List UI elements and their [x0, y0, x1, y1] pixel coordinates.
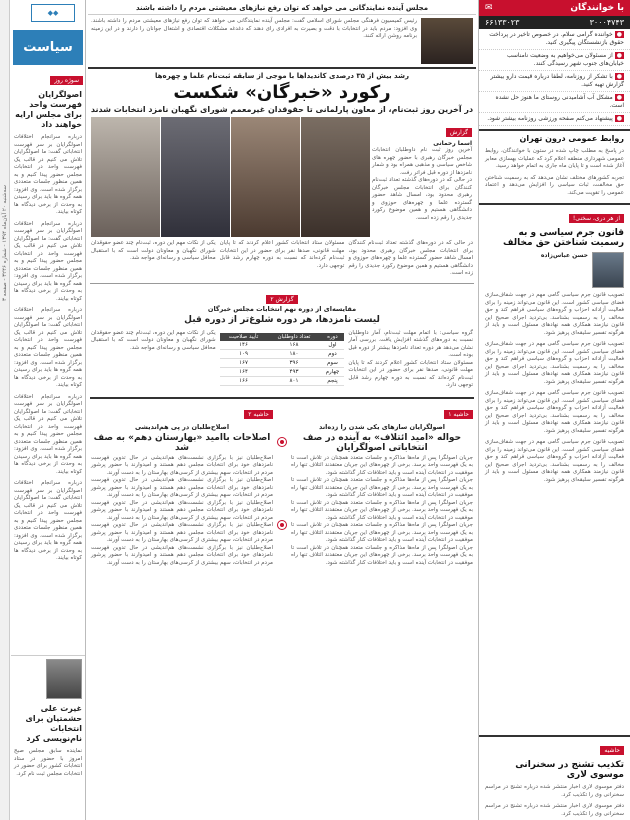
main-area: [88, 0, 476, 820]
table-cell: ۳۹۶: [267, 358, 320, 367]
bottom-supertitle-2: اصلاح‌طلبان در پی هم‌اندیشی: [134, 422, 230, 431]
mid-tag: گزارش ۲: [266, 295, 297, 304]
article-col: یکی از نکات مهم این دوره، ثبت‌نام چند عضو حقوقدان شورای نگهبان و معاونان دولت است که با استقبال محافل سیاسی و رسانه‌ای مواجه شد.: [90, 240, 216, 261]
candidates-table: [220, 333, 345, 386]
mail-icon: ✉: [485, 3, 493, 13]
bottom-story-1: [291, 401, 473, 568]
bottom-body-2d: اصلاح‌طلبان نیز با برگزاری نشست‌های هم‌اندیشی در حال تدوین فهرست نامزدهای خود برای انتخابات مجلس دهم هستند و امیدوارند با حضور پرشور مردم در انتخابات، سهم بیشتری از کرسی‌های بهارستان را به دست آورند.: [91, 522, 273, 543]
table-row: [220, 341, 345, 350]
footer-tag: حاشیه: [600, 746, 624, 755]
mid-body-2: مسئولان ستاد انتخابات کشور اعلام کردند که تا پایان مهلت قانونی، صدها نفر برای حضور در این انتخابات ثبت‌نام کرده‌اند که نسبت به دوره چهارم رشد قابل توجهی دارد.: [348, 359, 473, 388]
pr-section-body-2: تجربه کشورهای مختلف نشان می‌دهد که به رسمیت شناختن حق مخالفت، ثبات سیاسی را افزایش می‌دهد و اعتماد عمومی را تقویت می‌کند.: [485, 174, 624, 196]
sms-item: [479, 50, 630, 71]
sms-text: مشکل آب آشامیدنی روستای ما هنوز حل نشده است.: [495, 94, 624, 109]
column-tag: از هر دری، سخنی!: [569, 214, 624, 223]
story-headline: اصولگرایان فهرست واحد برای مجلس ارایه خواهند داد: [15, 90, 82, 129]
divider: [479, 203, 630, 205]
sms-item: [479, 92, 630, 113]
table-row: [220, 376, 345, 385]
bottom-story-2: [91, 401, 273, 568]
table-cell: چهارم: [321, 367, 345, 376]
story-body-3: درباره سرانجام اختلافات اصولگرایان بر سر فهرست انتخاباتی گفت: ما اصولگرایان تلاش می کنیم در قالب یک فهرست واحد در انتخابات مجلس حضور پیدا کنیم و به همین منظور جلسات متعددی برگزار شده است. وی افزود: همه گروه ها باید برای رسیدن به وحدت از برخی دیدگاه ها کوتاه بیایند.: [14, 307, 82, 388]
readers-title: با خوانندگان: [570, 3, 624, 13]
bottom-tag-1: حاشیه ۱: [444, 410, 473, 419]
author-name: حسن عباس‌زاده: [540, 252, 588, 259]
sms-text: از مسئولان می‌خواهیم به وضعیت نامناسب خیابان‌های جنوب شهر رسیدگی کنند.: [506, 52, 624, 67]
table-header-cell: تعداد داوطلبان: [267, 333, 320, 341]
table-cell: ۱۴۶: [220, 341, 268, 350]
sms-item: [479, 71, 630, 92]
candidate-photo: [300, 117, 370, 237]
table-row: [220, 358, 345, 367]
pr-section-title: روابط عمومی درون تهران: [479, 129, 630, 146]
footer-title: تکذیب تشنج در سخنرانی موسوی لاری: [515, 760, 624, 780]
bottom-body-2b: اصلاح‌طلبان نیز با برگزاری نشست‌های هم‌اندیشی در حال تدوین فهرست نامزدهای خود برای انتخابات مجلس دهم هستند و امیدوارند با حضور پرشور مردم در انتخابات، سهم بیشتری از کرسی‌های بهارستان را به دست آورند.: [91, 477, 273, 498]
table-cell: ۱۶۸: [267, 341, 320, 350]
sms-text: با تشکر از روزنامه، لطفا درباره قیمت دارو بیشتر گزارش تهیه کنید.: [490, 73, 624, 88]
table-cell: اول: [321, 341, 345, 350]
candidate-photo: [160, 117, 230, 237]
bottom-headline-1: حواله «امید ائتلاف» به آینده در صف انتخاباتی اصولگرایان: [302, 432, 462, 453]
table-cell: دوم: [321, 349, 345, 358]
author-box: [479, 250, 630, 290]
author-photo: [592, 252, 624, 288]
column-body: تصویب قانون جرم سیاسی گامی مهم در جهت شفاف‌سازی فضای سیاسی کشور است. این قانون می‌تواند زمینه را برای فعالیت آزادانه احزاب و گروه‌های سیاسی فراهم کند و حق مخالف را به رسمیت بشناسد. بی‌تردید اجرای صحیح این قانون نیازمند همکاری همه نهادهای مسئول است و باید از هرگونه تفسیر سلیقه‌ای پرهیز شود.: [485, 292, 624, 336]
mid-headline: لیست نامزدها، هر دوره شلوغ‌تر از دوره قبل: [184, 314, 380, 325]
politician-photo: [46, 659, 82, 699]
bottom-supertitle-1: اصولگرایان سازهای یکی شدن را زده‌اند: [318, 422, 446, 431]
bottom-tag-2: حاشیه ۲: [244, 410, 273, 419]
top-story-photo: [421, 18, 473, 64]
story-body-4: درباره سرانجام اختلافات اصولگرایان بر سر فهرست انتخاباتی گفت: ما اصولگرایان تلاش می کنیم در قالب یک فهرست واحد در انتخابات مجلس حضور پیدا کنیم و به همین منظور جلسات متعددی برگزار شده است. وی افزود: همه گروه ها باید برای رسیدن به وحدت از برخی دیدگاه ها کوتاه بیایند.: [14, 393, 82, 475]
separator-dot: [278, 521, 286, 529]
article-col: در حالی که در دوره‌های گذشته تعداد ثبت‌نام کنندگان برای انتخابات مجلس خبرگان رهبری محدود بود، امسال شاهد حضور گسترده علما و چهره‌های حوزوی و دانشگاهی هستیم و همین موضوع رکورد جدیدی را رقم زده است.: [348, 240, 473, 276]
column-body-3: تصویب قانون جرم سیاسی گامی مهم در جهت شفاف‌سازی فضای سیاسی کشور است. این قانون می‌تواند زمینه را برای فعالیت آزادانه احزاب و گروه‌های سیاسی فراهم کند و حق مخالف را به رسمیت بشناسد. بی‌تردید اجرای صحیح این قانون نیازمند همکاری همه نهادهای مسئول است و باید از هرگونه تفسیر سلیقه‌ای پرهیز شود.: [485, 390, 624, 434]
footer-body: دفتر موسوی لاری اخبار منتشر شده درباره تشنج در مراسم سخنرانی وی را تکذیب کرد.: [485, 784, 624, 798]
table-cell: ۱۰۹: [220, 349, 268, 358]
politics-column: [0, 0, 86, 820]
main-headline: رکورد «خبرگان» شکست: [173, 82, 391, 103]
mid-col-text: [348, 330, 473, 390]
report-box: [370, 117, 474, 237]
mid-tag-wrap: [88, 286, 476, 305]
candidate-photo: [90, 117, 160, 237]
table-cell: پنجم: [321, 376, 345, 385]
candidate-photo: [230, 117, 300, 237]
readers-column: [478, 0, 630, 820]
separator-dot: [278, 438, 286, 446]
footer-body-2: دفتر موسوی لاری اخبار منتشر شده درباره تشنج در مراسم سخنرانی وی را تکذیب کرد.: [485, 803, 624, 817]
column-title: قانون جرم سیاسی و به رسمیت شناختن حق مخالف: [503, 228, 624, 248]
main-subtitle: در آخرین روز ثبت‌نام، از معاون پارلمانی تا حقوقدان غیرمعمم شورای نگهبان نامزد انتخابات شدند: [90, 105, 474, 114]
report-body-2: در حالی که در دوره‌های گذشته تعداد ثبت‌نام کنندگان برای انتخابات مجلس خبرگان رهبری محدود بود، امسال شاهد حضور گسترده علما و چهره‌های حوزوی و دانشگاهی هستیم و همین موضوع رکورد جدیدی را رقم زده است.: [372, 177, 472, 221]
table-row: [220, 349, 345, 358]
bottom-story: [11, 655, 85, 780]
bottom-body-1e: جریان اصولگرا پس از ماه‌ها مذاکره و جلسات متعدد همچنان در تلاش است تا به یک فهرست واحد برسد. برخی از چهره‌های این جریان معتقدند ائتلاف تنها راه موفقیت در انتخابات آینده است و باید اختلافات کنار گذاشته شود.: [291, 544, 473, 566]
sms-badge: ●: [616, 31, 622, 38]
newspaper-logo: ◆◆: [31, 4, 75, 22]
story-body-2: درباره سرانجام اختلافات اصولگرایان بر سر فهرست انتخاباتی گفت: ما اصولگرایان تلاش می کنیم در قالب یک فهرست واحد در انتخابات مجلس حضور پیدا کنیم و به همین منظور جلسات متعددی برگزار شده است. وی افزود: همه گروه ها باید برای رسیدن به وحدت از برخی دیدگاه ها کوتاه بیایند.: [14, 220, 82, 302]
mid-columns: [88, 327, 476, 393]
dot-separator: [277, 401, 287, 568]
table-cell: ۱۶۶: [220, 376, 268, 385]
table-cell: ۱۶۷: [220, 358, 268, 367]
sms-badge: ●: [616, 73, 622, 80]
readers-header: [479, 0, 630, 16]
bottom-headline: غیرت علی حشمتیان برای انتخابات نام‌نویسی کرد: [25, 704, 82, 743]
bottom-body-2: اصلاح‌طلبان نیز با برگزاری نشست‌های هم‌اندیشی در حال تدوین فهرست نامزدهای خود برای انتخابات مجلس دهم هستند و امیدوارند با حضور پرشور مردم در انتخابات، سهم بیشتری از کرسی‌های بهارستان را به دست آورند.: [91, 454, 273, 476]
report-body: آخرین روز ثبت نام داوطلبان انتخابات مجلس خبرگان رهبری با حضور چهره های شاخص سیاسی و مذهبی همراه بود و شمار نامزدها از دوره قبل فراتر رفت.: [372, 147, 472, 176]
sms-list: [479, 29, 630, 126]
top-story: [88, 15, 476, 69]
sms-badge: ●: [616, 52, 622, 59]
main-supertitle: رشد بیش از ۳۵ درصدی کاندیداها با موجی از سابقه ثبت‌نام علما و چهره‌ها: [155, 72, 409, 80]
story-body: درباره سرانجام اختلافات اصولگرایان بر سر فهرست انتخاباتی گفت: ما اصولگرایان تلاش می کنیم در قالب یک فهرست واحد در انتخابات مجلس حضور پیدا کنیم و به همین منظور جلسات متعددی برگزار شده است. وی افزود: همه گروه ها باید برای رسیدن به وحدت از برخی دیدگاه ها کوتاه بیایند.: [14, 134, 82, 215]
hero-photo-row: [90, 117, 474, 237]
story-body-5: درباره سرانجام اختلافات اصولگرایان بر سر فهرست انتخاباتی گفت: ما اصولگرایان تلاش می کنیم در قالب یک فهرست واحد در انتخابات مجلس حضور پیدا کنیم و به همین منظور جلسات متعددی برگزار شده است. وی افزود: همه گروه ها باید برای رسیدن به وحدت از برخی دیدگاه ها کوتاه بیایند.: [14, 480, 82, 561]
table-header: [220, 333, 345, 341]
bottom-body-1c: جریان اصولگرا پس از ماه‌ها مذاکره و جلسات متعدد همچنان در تلاش است تا به یک فهرست واحد برسد. برخی از چهره‌های این جریان معتقدند ائتلاف تنها راه موفقیت در انتخابات آینده است و باید اختلافات کنار گذاشته شود.: [291, 499, 473, 521]
bottom-body-1: جریان اصولگرا پس از ماه‌ها مذاکره و جلسات متعدد همچنان در تلاش است تا به یک فهرست واحد برسد. برخی از چهره‌های این جریان معتقدند ائتلاف تنها راه موفقیت در انتخابات آینده است و باید اختلافات کنار گذاشته شود.: [291, 454, 473, 476]
sms-badge: ●: [616, 115, 622, 122]
column-body-2: تصویب قانون جرم سیاسی گامی مهم در جهت شفاف‌سازی فضای سیاسی کشور است. این قانون می‌تواند زمینه را برای فعالیت آزادانه احزاب و گروه‌های سیاسی فراهم کند و حق مخالف را به رسمیت بشناسد. بی‌تردید اجرای صحیح این قانون نیازمند همکاری همه نهادهای مسئول است و باید از هرگونه تفسیر سلیقه‌ای پرهیز شود.: [485, 341, 624, 385]
column-body-4: تصویب قانون جرم سیاسی گامی مهم در جهت شفاف‌سازی فضای سیاسی کشور است. این قانون می‌تواند زمینه را برای فعالیت آزادانه احزاب و گروه‌های سیاسی فراهم کند و حق مخالف را به رسمیت بشناسد. بی‌تردید اجرای صحیح این قانون نیازمند همکاری همه نهادهای مسئول است و باید از هرگونه تفسیر سلیقه‌ای پرهیز شود.: [485, 439, 624, 483]
table-header-cell: تأیید صلاحیت: [220, 333, 268, 341]
pr-section-body: در پاسخ به مطلب چاپ شده در ستون با خوانندگان، روابط عمومی شهرداری منطقه اعلام کرد که عملیات بهسازی معابر آغاز شده است و تا پایان ماه جاری به اتمام خواهد رسید.: [485, 148, 624, 169]
report-author: اسما رحمانی: [433, 140, 472, 147]
sms-item: [479, 113, 630, 126]
readers-phone: [479, 16, 630, 29]
table-cell: ۱۸۰: [267, 349, 320, 358]
section-title: سیاست: [13, 30, 83, 65]
date-strip: [0, 0, 10, 820]
mid-supertitle: مقایسه‌ای از دوره نهم انتخابات مجلس خبرگان: [207, 304, 357, 313]
bottom-body-2c: اصلاح‌طلبان نیز با برگزاری نشست‌های هم‌اندیشی در حال تدوین فهرست نامزدهای خود برای انتخابات مجلس دهم هستند و امیدوارند با حضور پرشور مردم در انتخابات، سهم بیشتری از کرسی‌های بهارستان را به دست آورند.: [91, 499, 273, 521]
table-cell: ۸۰۱: [267, 376, 320, 385]
table-cell: ۴۹۳: [267, 367, 320, 376]
mid-col-table: [220, 330, 345, 390]
report-tag: گزارش: [446, 128, 472, 137]
date-strip-text: سه‌شنبه ۲۰ آبان‌ماه ۱۳۹۴ - شماره ۳۲۴۶ - صفحه ۳: [2, 185, 8, 301]
sms-number: ۳۰۰۰۴۷۴۳: [589, 18, 624, 27]
table-cell: سوم: [321, 358, 345, 367]
sms-badge: ●: [616, 94, 622, 101]
footer-box: [479, 735, 630, 820]
mid-col-text-3: یکی از نکات مهم این دوره، ثبت‌نام چند عضو حقوقدان شورای نگهبان و معاونان دولت است که با استقبال محافل سیاسی و رسانه‌ای مواجه شد.: [90, 329, 216, 351]
sms-item: [479, 29, 630, 50]
mid-body: گروه سیاسی: با اتمام مهلت ثبت‌نام، آمار داوطلبان نسبت به دوره‌های گذشته افزایش یافت. بررسی آمار نشان می‌دهد هر دوره تعداد نامزدها بیشتر از دوره قبل بوده است.: [348, 329, 473, 358]
table-row: [220, 367, 345, 376]
top-story-body: رئیس کمیسیون فرهنگی مجلس شورای اسلامی گفت: مجلس آینده نمایندگانی می خواهد که توان رفع نیازهای معیشتی مردم را داشته باشند. وی افزود: مردم باید در انتخابات با دقت و بصیرت به افرادی رای دهند که دغدغه مشکلات اقتصادی و اشتغال جوانان را دارند و در این زمینه برنامه روشن ارائه کنند.: [91, 18, 417, 39]
table-header-cell: دوره: [321, 333, 345, 341]
phone-number: ۶۶۱۳۳۰۲۳: [485, 18, 520, 27]
article-columns: [88, 237, 476, 281]
sms-text: خواننده گرامی سلام. در خصوص تاخیر در پرداخت حقوق بازنشستگان پیگیری کنید.: [489, 31, 624, 46]
bottom-body-1b: جریان اصولگرا پس از ماه‌ها مذاکره و جلسات متعدد همچنان در تلاش است تا به یک فهرست واحد برسد. برخی از چهره‌های این جریان معتقدند ائتلاف تنها راه موفقیت در انتخابات آینده است و باید اختلافات کنار گذاشته شود.: [291, 477, 473, 498]
bottom-body: نماینده سابق مجلس صبح امروز با حضور در ستاد انتخابات کشور برای حضور در انتخابات مجلس ثبت نام کرد.: [14, 748, 82, 777]
article-col: مسئولان ستاد انتخابات کشور اعلام کردند که تا پایان مهلت قانونی، صدها نفر برای حضور در این انتخابات ثبت‌نام کرده‌اند که نسبت به دوره چهارم رشد قابل توجهی دارد.: [219, 240, 345, 269]
bottom-body-2e: اصلاح‌طلبان نیز با برگزاری نشست‌های هم‌اندیشی در حال تدوین فهرست نامزدهای خود برای انتخابات مجلس دهم هستند و امیدوارند با حضور پرشور مردم در انتخابات، سهم بیشتری از کرسی‌های بهارستان را به دست آورند.: [91, 544, 273, 566]
bottom-stories: [88, 399, 476, 571]
sms-text: پیشنهاد می‌کنم صفحه ورزشی روزنامه بیشتر شود.: [487, 115, 613, 122]
bottom-body-1d: جریان اصولگرا پس از ماه‌ها مذاکره و جلسات متعدد همچنان در تلاش است تا به یک فهرست واحد برسد. برخی از چهره‌های این جریان معتقدند ائتلاف تنها راه موفقیت در انتخابات آینده است و باید اختلافات کنار گذاشته شود.: [291, 522, 473, 543]
divider: [90, 283, 474, 284]
table-cell: ۱۶۴: [220, 367, 268, 376]
top-headline: مجلس آینده نمایندگانی می خواهد که توان رفع نیازهای معیشتی مردم را داشته باشند: [88, 0, 476, 15]
story-tag: سوژه روز: [50, 76, 83, 85]
bottom-headline-2: اصلاحات باامید «بهارستان دهم» به صف شد: [93, 432, 271, 453]
